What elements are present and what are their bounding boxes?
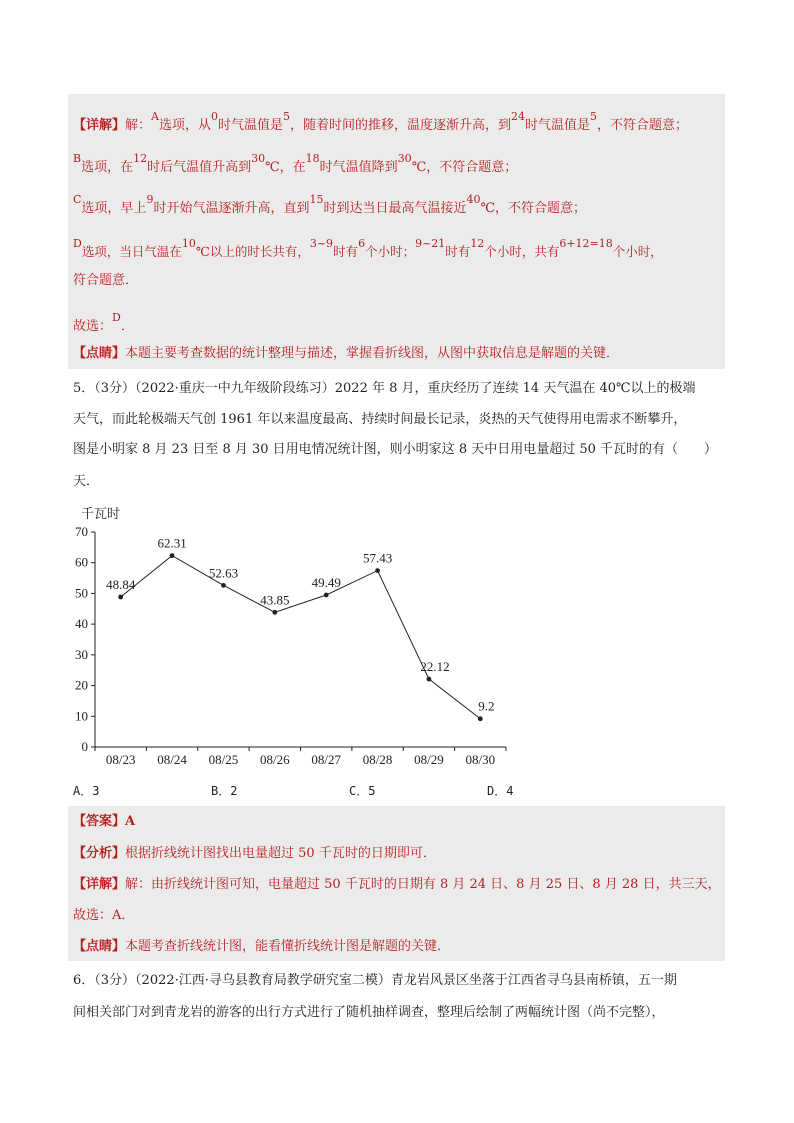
data-point [375,568,380,573]
data-label: 57.43 [362,550,393,566]
data-label: 62.31 [157,535,187,551]
y-tick-label: 40 [75,616,88,632]
y-tick-label: 30 [75,646,88,662]
x-tick-label: 08/26 [260,752,290,767]
q4-detail-line-5: 符合题意． [73,273,139,288]
q4-choose-line: 故选：$^D$． [73,311,134,334]
q4-dianjing: 【点睛】本题主要考查数据的统计整理与描述，掌握看折线图，从图中获取信息是解题的关键． [73,346,620,361]
data-point [170,553,175,558]
q5-answer: 【答案】A [73,814,136,829]
x-tick-label: 08/24 [157,752,187,767]
y-tick-label: 60 [75,554,88,570]
x-tick-label: 08/28 [362,752,393,767]
x-tick-label: 08/29 [414,752,444,767]
q5-detail: 【详解】解：由折线统计图可知，电量超过 50 千瓦时的日期有 8 月 24 日、8 月 25 日、8 月 28 日，共三天， [73,877,721,892]
q5-analysis: 【分析】根据折线统计图找出电量超过 50 千瓦时的日期即可． [73,846,436,861]
q5-dianjing: 【点睛】本题考查折线统计图，能看懂折线统计图是解题的关键． [73,939,451,954]
q4-detail-line-4: D选项，当日气温在10℃以上的时长共有，3~9时有6个小时；9~21时有12个小时，共有6+12=18个小时， [73,237,663,259]
y-tick-label: 0 [81,739,88,754]
option-b[interactable]: B．2 [211,784,238,798]
data-point [221,583,226,588]
y-tick-label: 20 [75,677,88,693]
y-tick-label: 70 [75,524,88,539]
data-label: 43.85 [260,592,290,608]
data-label: 48.84 [106,576,136,592]
q4-detail-line-3: $^C$选项，早上$^9$时开始气温逐渐升高，直到$^{15}$时到达当日最高气温接近$^{40}$℃，不符合题意； [73,193,587,216]
q4-detail-line-1: 【详解】解：$^A$选项，从$^0$时气温值是$^5$，随着时间的推移，温度逐渐升高，到$^{24}$时气温值是$^5$，不符合题意； [73,110,689,133]
x-tick-label: 08/25 [208,752,239,767]
q4-detail-line-2: $^B$选项，在$^{12}$时后气温值升高到$^{30}$℃，在$^{18}$时气温值降到$^{30}$℃，不符合题意； [73,152,518,175]
x-tick-label: 08/30 [465,752,496,767]
option-c[interactable]: C．5 [349,784,376,798]
data-label: 49.49 [311,574,341,590]
data-label: 22.12 [420,659,450,675]
electricity-line-chart [60,500,520,775]
x-tick-label: 08/27 [311,752,341,767]
q5-stem-line-3: 图是小明家 8 月 23 日至 8 月 30 日用电情况统计图，则小明家这 8 天中日用电量超过 50 千瓦时的有（ ） [73,442,718,457]
series-line [121,556,481,719]
data-label: 9.2 [478,698,495,714]
data-label: 52.63 [208,565,239,581]
y-tick-label: 10 [75,708,88,724]
option-d[interactable]: D．4 [487,784,514,798]
data-point [478,716,483,721]
data-point [427,677,432,682]
y-tick-label: 50 [75,585,88,601]
q5-choose: 故选：A． [73,908,135,923]
data-point [324,593,329,598]
q5-stem-line-4: 天． [73,474,100,489]
y-axis-label: 千瓦时 [81,506,121,521]
x-tick-label: 08/23 [105,752,136,767]
q6-stem-line-2: 间相关部门对到青龙岩的游客的出行方式进行了随机抽样调查，整理后绘制了两幅统计图（尚不完整）， [73,1005,665,1020]
data-point [118,595,123,600]
q5-stem-line-2: 天气，而此轮极端天气创 1961 年以来温度最高、持续时间最长记录，炎热的天气使得用电需求不断攀升， [73,412,687,427]
q6-stem-line-1: 6．（3分）（2022·江西·寻乌县教育局教学研究室二模）青龙岩风景区坐落于江西省寻乌县南桥镇，五一期 [73,973,677,988]
q5-stem-line-1: 5．（3分）（2022·重庆一中九年级阶段练习）2022 年 8 月，重庆经历了连续 14 天气温在 40℃以上的极端 [73,381,696,396]
option-a[interactable]: A．3 [73,784,100,798]
data-point [272,610,277,615]
q4-explanation-block [68,94,725,369]
